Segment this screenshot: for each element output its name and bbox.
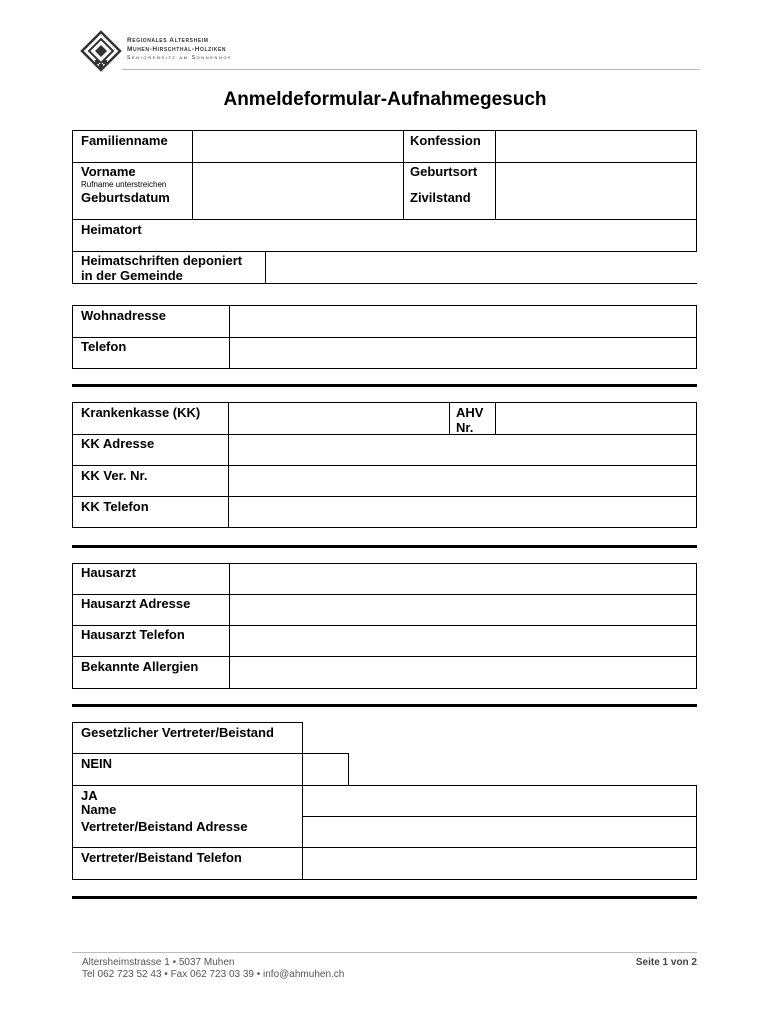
label-familienname: Familienname [81, 133, 168, 148]
label-nein: NEIN [81, 756, 113, 771]
label-allergien: Bekannte Allergien [81, 659, 199, 674]
label-zivilstand: Zivilstand [410, 190, 471, 205]
checkbox-nein[interactable] [303, 754, 348, 785]
section-divider [72, 545, 697, 548]
label-telefon: Telefon [81, 339, 127, 354]
label-vertreter-title: Gesetzlicher Vertreter/Beistand [81, 725, 274, 740]
input-heimatschriften[interactable] [266, 252, 696, 283]
label-heimatort: Heimatort [81, 222, 142, 237]
label-hausarzt-adresse: Hausarzt Adresse [81, 596, 191, 611]
input-wohnadresse[interactable] [230, 306, 696, 337]
label-ja: JA [81, 788, 98, 803]
label-krankenkasse: Krankenkasse (KK) [81, 405, 201, 420]
logo-icon [80, 30, 122, 72]
label-ahv-1: AHV [456, 405, 484, 420]
label-wohnadresse: Wohnadresse [81, 308, 167, 323]
input-vertreter-name[interactable] [303, 786, 696, 816]
label-kk-ver-nr: KK Ver. Nr. [81, 468, 148, 483]
input-konfession[interactable] [496, 131, 696, 162]
input-hausarzt-adresse[interactable] [230, 595, 696, 625]
label-geburtsort: Geburtsort [410, 164, 478, 179]
input-kk-telefon[interactable] [229, 497, 696, 527]
label-heimatschriften-2: in der Gemeinde [81, 268, 183, 283]
section-divider [72, 384, 697, 387]
input-geburtsort[interactable] [496, 163, 696, 187]
section-divider [72, 704, 697, 707]
label-name: Name [81, 802, 117, 817]
logo-text-line2: Muhen-Hirschthal-Holziken [127, 46, 227, 53]
input-vertreter-telefon[interactable] [303, 848, 696, 879]
input-ahv-nr[interactable] [496, 403, 696, 434]
footer-rule [72, 952, 697, 953]
input-hausarzt-telefon[interactable] [230, 626, 696, 656]
input-hausarzt[interactable] [230, 564, 696, 594]
label-konfession: Konfession [410, 133, 481, 148]
label-heimatschriften-1: Heimatschriften deponiert [81, 253, 243, 268]
label-vertreter-adresse: Vertreter/Beistand Adresse [81, 819, 248, 834]
page-title: Anmeldeformular-Aufnahmegesuch [223, 89, 547, 110]
header-rule [122, 69, 700, 70]
label-ahv-2: Nr. [456, 420, 474, 435]
label-vertreter-telefon: Vertreter/Beistand Telefon [81, 850, 242, 865]
input-heimatort[interactable] [193, 220, 696, 251]
input-kk-ver-nr[interactable] [229, 466, 696, 496]
input-vorname-geburtsdatum[interactable] [193, 163, 403, 219]
label-hausarzt-telefon: Hausarzt Telefon [81, 627, 185, 642]
input-vertreter-adresse[interactable] [303, 817, 696, 847]
section-divider [72, 896, 697, 899]
input-familienname[interactable] [193, 131, 403, 162]
logo-text-line3: Seniorensitz am Sonnenhof [127, 55, 233, 61]
input-telefon[interactable] [230, 338, 696, 368]
label-vorname: Vorname [81, 164, 136, 179]
footer-page-number: Seite 1 von 2 [635, 957, 697, 968]
label-kk-telefon: KK Telefon [81, 499, 149, 514]
input-zivilstand[interactable] [496, 188, 696, 219]
input-allergien[interactable] [230, 657, 696, 688]
label-hausarzt: Hausarzt [81, 565, 136, 580]
footer-contact: Tel 062 723 52 43 • Fax 062 723 03 39 • info@ahmuhen.ch [82, 969, 345, 980]
label-kk-adresse: KK Adresse [81, 436, 155, 451]
label-geburtsdatum: Geburtsdatum [81, 190, 170, 205]
rufname-hint: Rufname unterstreichen [81, 180, 167, 189]
input-kk-adresse[interactable] [229, 435, 696, 465]
input-krankenkasse[interactable] [229, 403, 449, 434]
logo-text-line1: Regionales Altersheim [127, 37, 209, 44]
footer-address: Altersheimstrasse 1 • 5037 Muhen [82, 957, 235, 968]
